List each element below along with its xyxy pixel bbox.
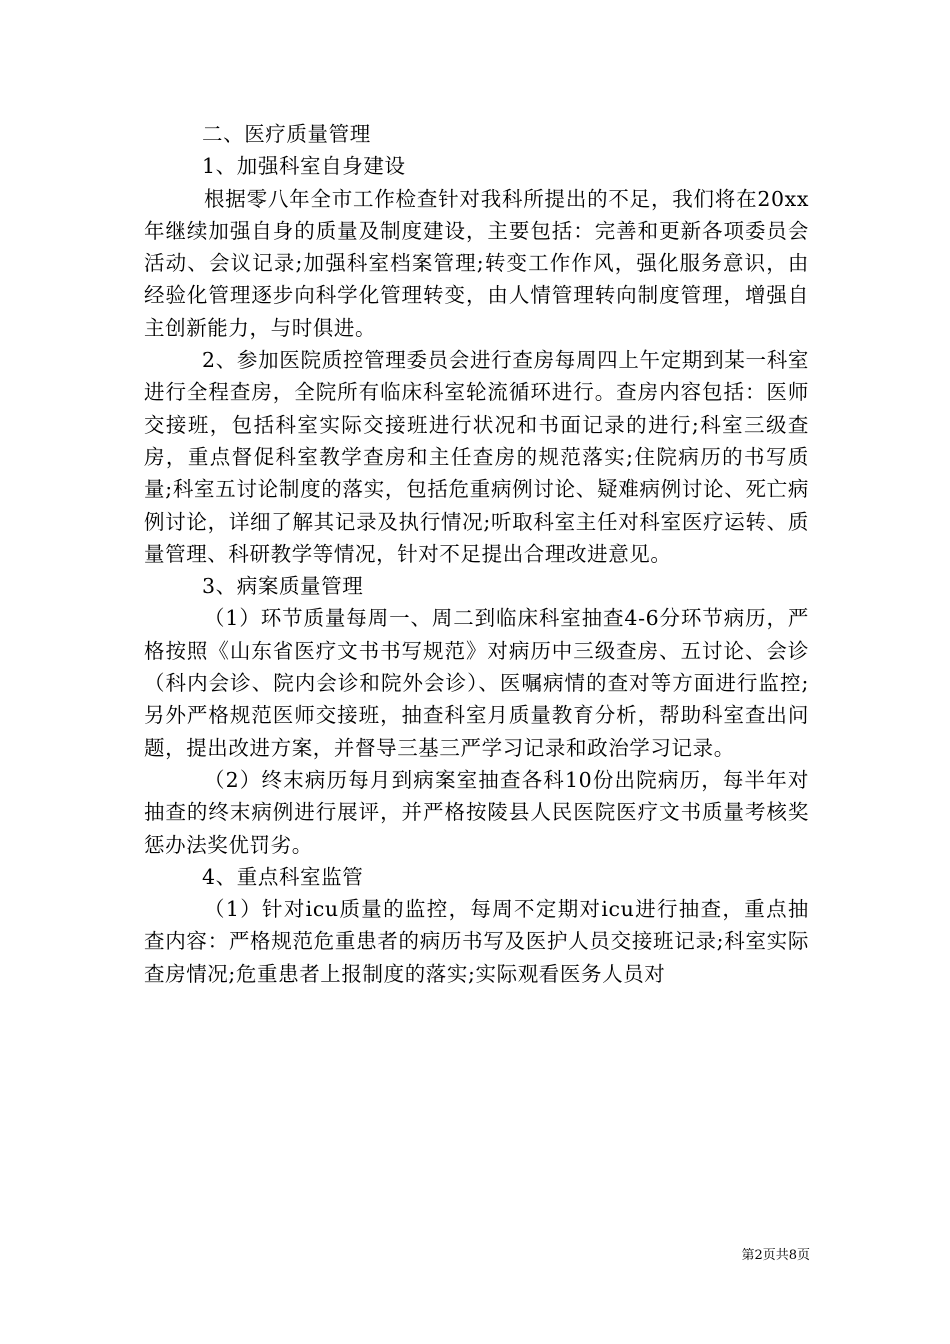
page-number-indicator: 第2页共8页 bbox=[741, 1248, 810, 1263]
paragraph-link-quality: （1）环节质量每周一、周二到临床科室抽查4-6分环节病历，严格按照《山东省医疗文书书写规范》对病历中三级查房、五讨论、会诊（科内会诊、院内会诊和院外会诊）、医嘱病情的查对等方面进行监控;另外严格规范医师交接班，抽查科室月质量教育分析，帮助科室查出问题，提出改进方案，并督导三基三严学习记录和政治学习记录。 bbox=[144, 606, 809, 760]
paragraph-ward-rounds: 2、参加医院质控管理委员会进行查房每周四上午定期到某一科室进行全程查房，全院所有临床科室轮流循环进行。查房内容包括：医师交接班，包括科室实际交接班进行状况和书面记录的进行;科室三级查房，重点督促科室教学查房和主任查房的规范落实;住院病历的书写质量;科室五讨论制度的落实，包括危重病例讨论、疑难病例讨论、死亡病例讨论，详细了解其记录及执行情况;听取科室主任对科室医疗运转、质量管理、科研教学等情况，针对不足提出合理改进意见。 bbox=[144, 348, 809, 566]
paragraph-final-records: （2）终末病历每月到病案室抽查各科10份出院病历，每半年对抽查的终末病例进行展评，并严格按陵县人民医院医疗文书质量考核奖惩办法奖优罚劣。 bbox=[144, 767, 809, 857]
subheading-key-dept: 4、重点科室监管 bbox=[202, 864, 364, 889]
subheading-case-quality: 3、病案质量管理 bbox=[202, 574, 364, 599]
section-heading-medical-quality: 二、医疗质量管理 bbox=[202, 122, 371, 146]
paragraph-dept-construction: 根据零八年全市工作检查针对我科所提出的不足，我们将在20xx年继续加强自身的质量及制度建设，主要包括：完善和更新各项委员会活动、会议记录;加强科室档案管理;转变工作作风，强化服务意识，由经验化管理逐步向科学化管理转变，由人情管理转向制度管理，增强自主创新能力，与时俱进。 bbox=[144, 186, 809, 340]
document-body bbox=[144, 118, 809, 990]
paragraph-icu-monitoring: （1）针对icu质量的监控，每周不定期对icu进行抽查，重点抽查内容：严格规范危重患者的病历书写及医护人员交接班记录;科室实际查房情况;危重患者上报制度的落实;实际观看医务人员对 bbox=[144, 897, 809, 986]
subheading-dept-construction: 1、加强科室自身建设 bbox=[202, 154, 406, 179]
